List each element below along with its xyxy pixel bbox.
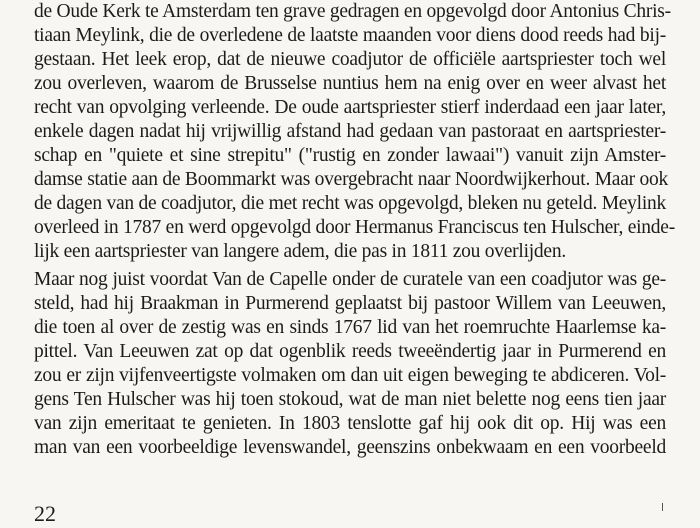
page-number: 22 [34, 501, 56, 526]
text-line: overleed in 1787 en werd opgevolgd door Hermanus Franciscus ten Hulscher, einde- [34, 217, 675, 238]
text-line: schap en "quiete et sine strepitu" ("rustig en zonder lawaai") vanuit zijn Amster- [34, 145, 666, 166]
text-line: de dagen van de coadjutor, die met recht was opgevolgd, bleken nu geteld. Meylink [34, 193, 667, 214]
text-line: recht van opvolging verleende. De oude aartspriester stierf inderdaad een jaar later, [34, 97, 666, 118]
text-line: zou er zijn vijfenveertigste volmaken om dan uit eigen beweging te abdiceren. Vol- [34, 365, 666, 386]
text-line: enkele dagen nadat hij vrijwillig afstand had gedaan van pastoraat en aartspriester- [34, 121, 666, 142]
text-line: pittel. Van Leeuwen zat op dat ogenblik reeds tweeëndertig jaar in Purmerend en [34, 341, 666, 362]
text-line: lijk een aartspriester van langere adem, die pas in 1811 zou overlijden. [34, 241, 566, 262]
text-line: die toen al over de zestig was en sinds 1767 lid van het roemruchte Haarlemse ka- [34, 317, 666, 338]
text-line: man van een voorbeeldige levenswandel, geenszins onbekwaam en een voorbeeld [34, 437, 666, 458]
text-line: steld, had hij Braakman in Purmerend geplaatst bij pastoor Willem van Leeuwen, [34, 293, 666, 314]
text-line: Maar nog juist voordat Van de Capelle onder de curatele van een coadjutor was ge- [34, 269, 666, 290]
text-line: gens Ten Hulscher was hij toen stokoud, wat de man niet belette nog eens tien jaar [34, 389, 666, 410]
margin-tick-mark [662, 503, 663, 511]
text-line: van zijn emeritaat te genieten. In 1803 tenslotte gaf hij ook dit op. Hij was een [34, 413, 666, 434]
text-line: tiaan Meylink, die de overledene de laatste maanden voor diens dood reeds had bij- [34, 25, 666, 46]
text-line: zou overleven, waarom de Brusselse nuntius hem na enig over en weer alvast het [34, 73, 666, 94]
text-line: gestaan. Het leek erop, dat de nieuwe coadjutor de officiële aartspriester toch wel [34, 49, 666, 70]
text-line: damse statie aan de Boommarkt was overgebracht naar Noordwijkerhout. Maar ook [34, 169, 668, 190]
text-line: de Oude Kerk te Amsterdam ten grave gedragen en opgevolgd door Antonius Chris- [34, 1, 671, 22]
